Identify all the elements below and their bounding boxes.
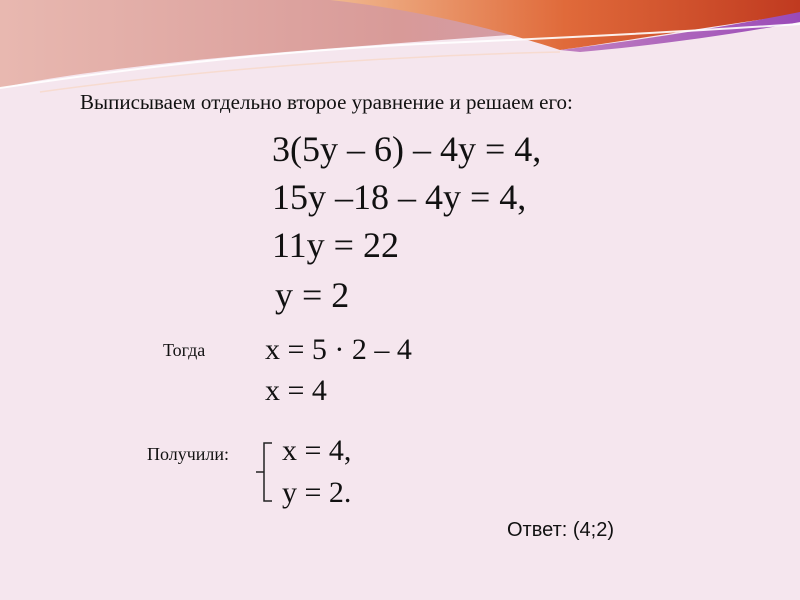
equation-4: y = 2: [275, 275, 350, 315]
system-equation-1: x = 4,: [282, 434, 352, 467]
answer-text: Ответ: (4;2): [507, 519, 614, 541]
got-label: Получили:: [147, 444, 230, 464]
x-equation-1: x = 5 · 2 – 4: [265, 333, 412, 366]
system-equation-2: y = 2.: [282, 476, 352, 509]
intro-text: Выписываем отдельно второе уравнение и решаем его:: [80, 90, 573, 114]
decorative-header-banner: [0, 0, 800, 95]
equation-2: 15y –18 – 4y = 4,: [272, 177, 527, 217]
equation-1: 3(5y – 6) – 4y = 4,: [272, 129, 542, 169]
equation-3: 11y = 22: [272, 225, 399, 265]
x-equation-2: x = 4: [265, 374, 327, 407]
then-label: Тогда: [163, 340, 206, 360]
system-bracket-icon: [254, 440, 276, 504]
